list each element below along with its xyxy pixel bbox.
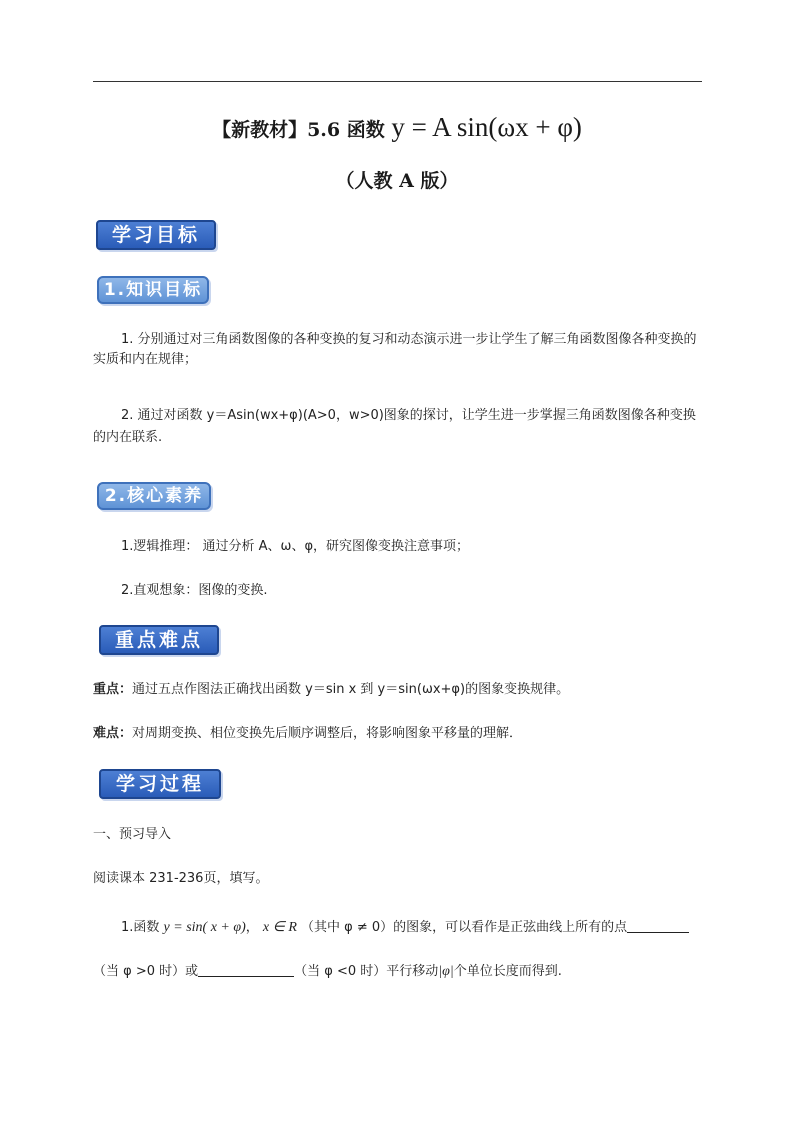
key-point-text: 通过五点作图法正确找出函数 y＝sin x 到 y＝sin(ωx+φ)的图象变换规律。	[132, 682, 570, 697]
reading-instruction: 阅读课本 231-236页，填写。	[93, 871, 269, 886]
knowledge-goals-badge: 1.知识目标	[97, 276, 209, 304]
q1-case-neg: （当 φ <0 时）平行移动	[294, 964, 439, 979]
q1-abs: |φ|	[438, 964, 454, 979]
difficult-point-label: 难点：	[93, 726, 133, 741]
question-1-line-1: 1.函数 y = sin( x + φ)， x ∈ R （其中 φ ≠ 0）的图象，可以看作是正弦曲线上所有的点	[93, 918, 705, 938]
key-difficult-badge: 重点难点	[99, 625, 219, 655]
preview-heading: 一、预习导入	[93, 827, 172, 842]
q1-condition: （其中 φ ≠ 0）的图象，可以看作是正弦曲线上所有的点	[301, 920, 628, 935]
document-subtitle: （人教 A 版）	[335, 170, 459, 192]
answer-blank-1[interactable]	[627, 918, 689, 933]
answer-blank-2[interactable]	[198, 962, 294, 977]
title-prefix: 【新教材】5.6 函数	[212, 119, 385, 141]
q1-domain: x ∈ R	[262, 920, 297, 935]
q1-formula: y = sin( x + φ)	[163, 920, 246, 935]
key-point-label: 重点：	[93, 682, 133, 697]
title-formula: y = A sin(ωx + φ)	[391, 112, 582, 142]
document-title	[0, 112, 794, 143]
knowledge-goal-2: 2. 通过对函数 y＝Asin(wx+φ)(A>0，w>0)图象的探讨，让学生进一步掌握三角函数图像各种变换的内在联系.	[93, 408, 696, 445]
q1-start: 1.函数	[121, 920, 160, 935]
core-literacy-badge: 2.核心素养	[97, 482, 211, 510]
q1-case-pos: （当 φ >0 时）或	[93, 964, 199, 979]
difficult-point-text: 对周期变换、相位变换先后顺序调整后，将影响图象平移量的理解．	[132, 726, 523, 741]
difficult-point-line	[93, 724, 705, 744]
question-1-line-2	[93, 962, 705, 982]
core-literacy-1: 1.逻辑推理： 通过分析 A、ω、φ，研究图像变换注意事项；	[121, 539, 470, 554]
study-goals-badge: 学习目标	[96, 220, 216, 250]
knowledge-goal-1: 1. 分别通过对三角函数图像的各种变换的复习和动态演示进一步让学生了解三角函数图像各种变换的实质和内在规律；	[93, 332, 697, 367]
key-point-line	[93, 680, 705, 700]
header-rule	[93, 81, 702, 82]
core-literacy-2: 2.直观想象：图像的变换.	[121, 583, 268, 598]
q1-end: 个单位长度而得到.	[453, 964, 562, 979]
study-process-badge: 学习过程	[99, 769, 221, 799]
